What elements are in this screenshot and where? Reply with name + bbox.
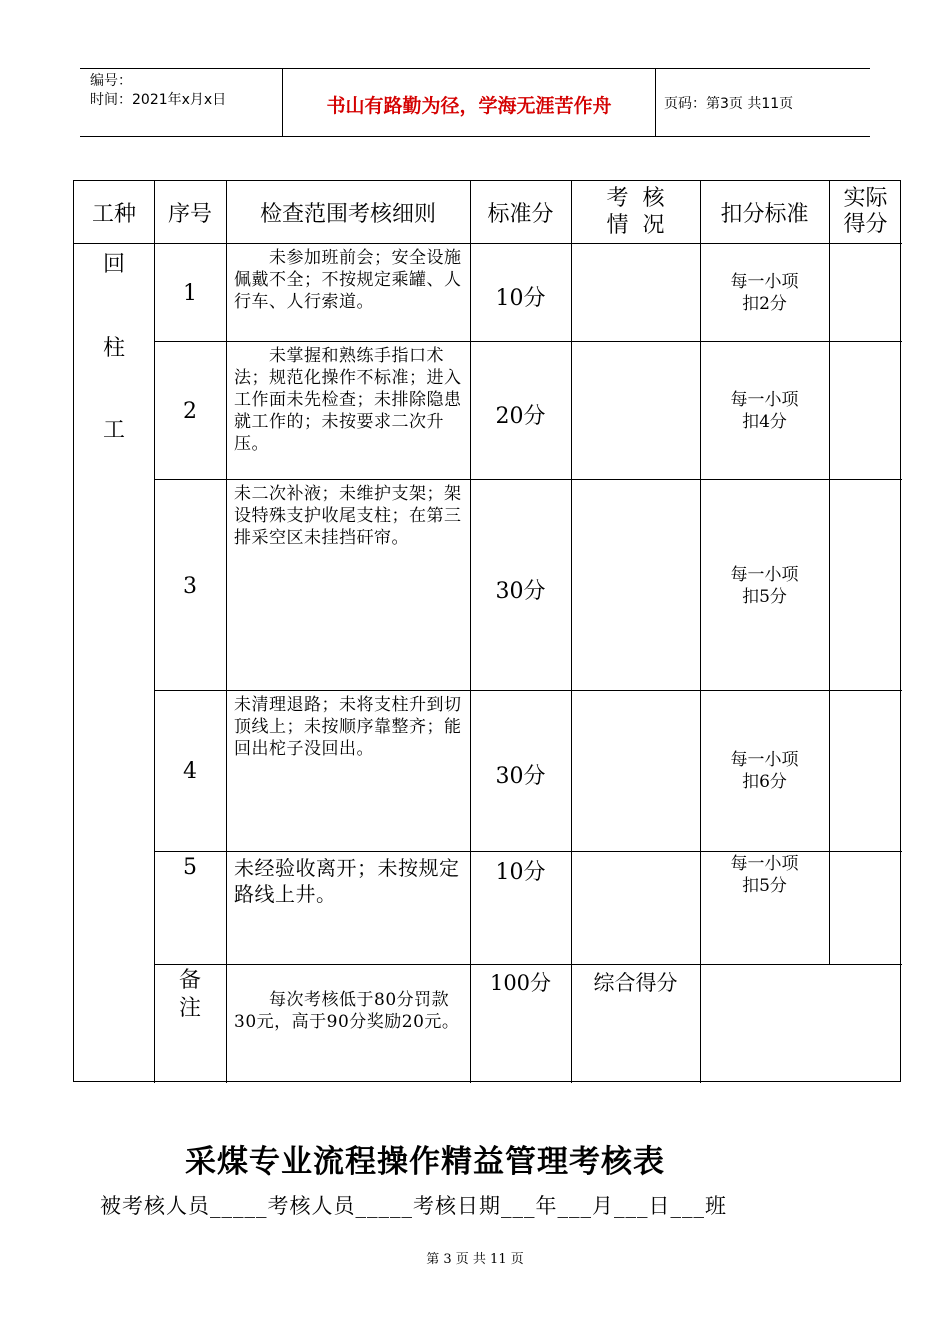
header-assessment: 考 核 情 况 <box>606 186 665 238</box>
header-scope: 检查范围考核细则 <box>259 201 436 227</box>
header-deduction: 扣分标准 <box>720 201 809 227</box>
row-rule <box>154 964 902 965</box>
table-row-seq: 5 <box>183 855 197 880</box>
page-footer: 第 3 页 共 11 页 <box>426 1252 524 1267</box>
row-rule <box>74 243 902 244</box>
table-row-seq: 3 <box>183 574 197 599</box>
table-row-detail: 未二次补液；未维护支架；架设特殊支护收尾支柱；在第三排采空区未挂挡矸帘。 <box>234 484 462 548</box>
assessment-info-line: 被考核人员_____考核人员_____考核日期___年___月___日___班 <box>100 1194 727 1218</box>
table-row-standard: 10分 <box>495 286 546 311</box>
header-actual: 实际 得分 <box>843 186 888 237</box>
column-rule <box>571 181 572 1083</box>
table-row-detail: 未参加班前会；安全设施佩戴不全；不按规定乘罐、人行车、人行索道。 <box>234 248 462 312</box>
assessment-table <box>73 180 901 1082</box>
table-row-standard: 20分 <box>495 404 546 429</box>
table-row-detail: 未清理退路；未将支柱升到切顶线上；未按顺序靠整齐；能回出柁子没回出。 <box>234 695 462 759</box>
column-rule <box>700 181 701 1083</box>
number-label: 编号： <box>90 73 132 89</box>
table-row-detail: 未经验收离开；未按规定路线上井。 <box>234 856 460 906</box>
remarks-composite-label: 综合得分 <box>593 971 678 995</box>
row-rule <box>154 479 902 480</box>
row-rule <box>154 690 902 691</box>
time-label: 时间：2021年x月x日 <box>90 92 227 108</box>
table-row-seq: 4 <box>183 759 197 784</box>
header-seq: 序号 <box>167 201 212 227</box>
table-row-standard: 30分 <box>495 764 546 789</box>
table-row-deduction: 每一小项 扣5分 <box>730 565 799 607</box>
header-divider <box>655 68 656 136</box>
table-row-deduction: 每一小项 扣2分 <box>730 272 799 314</box>
table-row-seq: 2 <box>183 399 197 424</box>
column-rule <box>226 181 227 1083</box>
row-rule <box>154 851 902 852</box>
table-row-detail: 未掌握和熟练手指口术法；规范化操作不标准；进入工作面未先检查；未排除隐患就工作的；未按要求二次升压。 <box>234 346 462 454</box>
table-row-standard: 30分 <box>495 579 546 604</box>
header-page-label: 页码：第3页 共11页 <box>664 96 794 112</box>
column-rule <box>154 181 155 1083</box>
row-rule <box>154 341 902 342</box>
page-title: 采煤专业流程操作精益管理考核表 <box>185 1144 665 1180</box>
header-work-type: 工种 <box>91 201 136 227</box>
table-row-deduction: 每一小项 扣5分 <box>730 854 799 896</box>
column-rule <box>829 181 830 964</box>
table-row-standard: 10分 <box>495 860 546 885</box>
table-row-deduction: 每一小项 扣6分 <box>730 750 799 792</box>
work-type-char: 柱 <box>102 336 125 361</box>
header-left <box>90 72 226 110</box>
column-rule <box>470 181 471 1083</box>
table-row-deduction: 每一小项 扣4分 <box>730 390 799 432</box>
work-type-char: 回 <box>102 252 125 277</box>
header-standard: 标准分 <box>487 201 554 227</box>
work-type-char: 工 <box>102 418 125 443</box>
header-top-rule <box>80 68 870 69</box>
remarks-text: 每次考核低于80分罚款30元，高于90分奖励20元。 <box>234 990 460 1032</box>
remarks-total: 100分 <box>489 971 552 995</box>
header-bottom-rule <box>80 136 870 137</box>
header-motto: 书山有路勤为径，学海无涯苦作舟 <box>326 95 612 117</box>
table-row-seq: 1 <box>183 281 197 306</box>
remarks-label: 备 注 <box>178 968 201 1021</box>
